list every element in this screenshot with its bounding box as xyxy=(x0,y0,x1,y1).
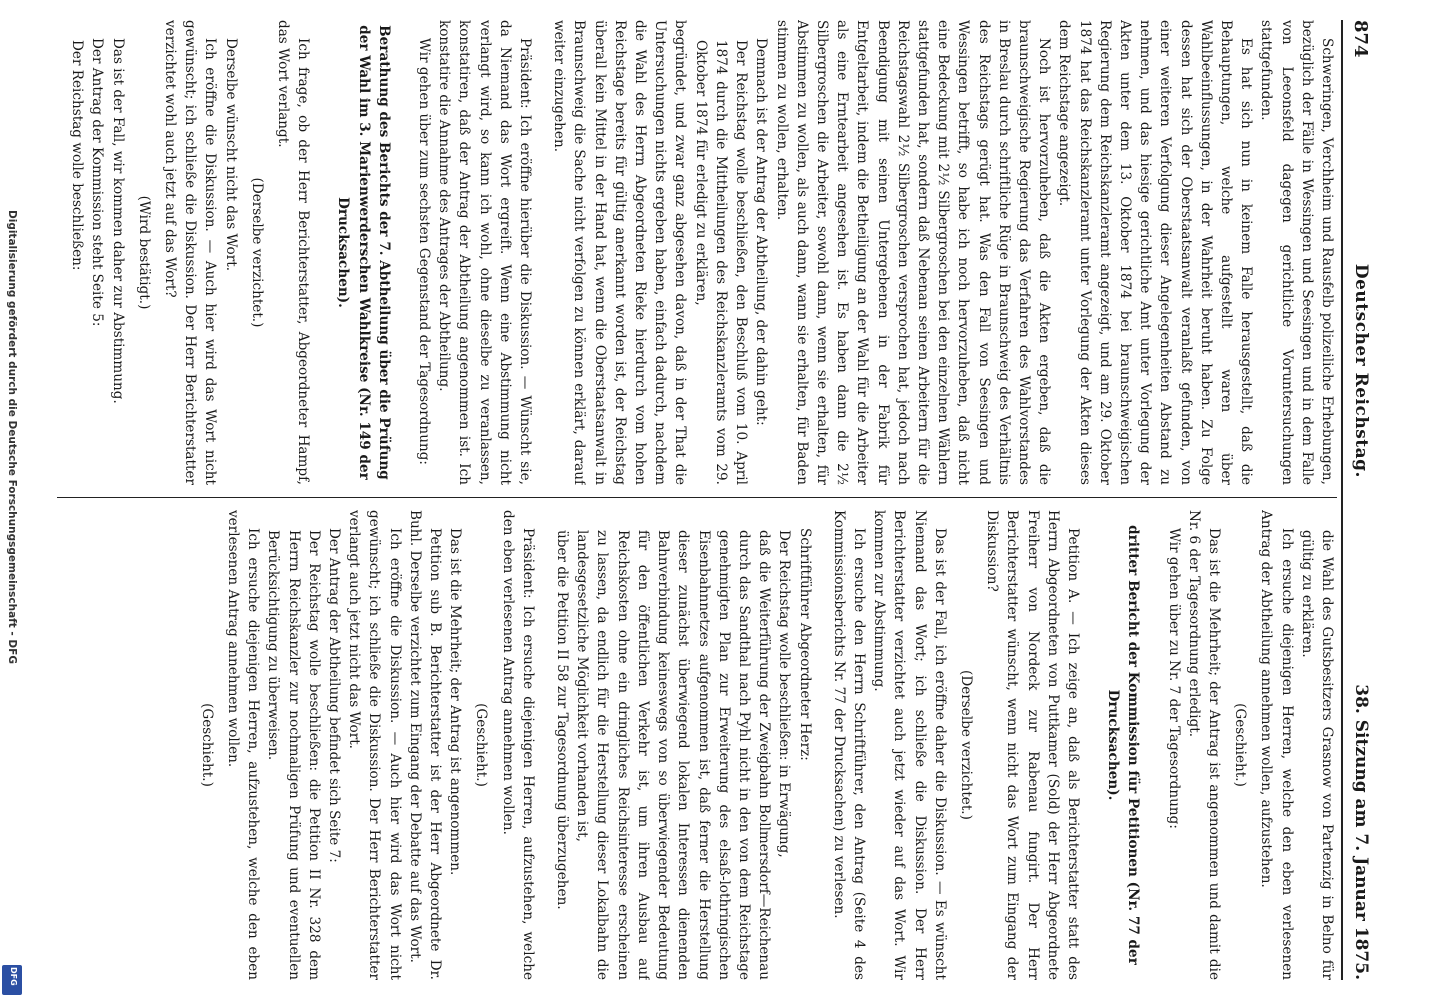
paragraph: Petition A. — Ich zeige an, daß als Berichterstatter statt des Herrn Abgeordneten von Puttkamer (Sold) der Herr Abgeordnete Freiherr von Nordeck zur Rabenau fungirt. Der Herr Berichterstatter wünscht, wenn nicht das Wort zum Eingang der Diskussion? xyxy=(984,510,1081,980)
motion-text: über die Petition II 58 zur Tagesordnung überzugehen. xyxy=(554,530,571,910)
paragraph: Der Antrag der Abtheilung befindet sich Seite 7: xyxy=(326,528,343,863)
motion-text: Der Reichstag wolle beschließen, den Beschluß vom 10. April 1874 durch die Mittheilungen des Reichskanzleramts vom 29. Oktober 1874 für erledigt zu erklären, xyxy=(692,40,750,485)
credit-text: Digitalisierung gefördert durch die Deutsche Forschungsgemeinschaft - DFG xyxy=(6,210,18,664)
page-number: 874 xyxy=(1350,20,1372,58)
column-divider xyxy=(57,497,1337,498)
motion-text: Der Reichstag wolle beschließen: die Petition II Nr. 328 dem Herrn Reichskanzler zur nochmaligen Prüfung und eventuellen Berücksichtigung zu überweisen. xyxy=(265,530,322,980)
motion-text: Der Reichstag wolle beschließen: in Erwägung, xyxy=(776,530,793,858)
paragraph: Ich eröffne die Diskussion. — Auch hier wird das Wort nicht gewünscht; ich schließe die Diskussion. Der Herr Berichterstatter verlangt auch jetzt nicht das Wort. xyxy=(346,510,403,980)
motion-text: Der Reichstag wolle beschließen: xyxy=(69,40,86,271)
paragraph: Ich eröffne die Diskussion. — Auch hier wird das Wort nicht gewünscht; ich schließe die Diskussion. Der Herr Berichterstatter verzichtet wohl auch jetzt auf das Wort? xyxy=(162,20,219,485)
spacer xyxy=(1083,510,1097,980)
paragraph: Der Antrag der Kommission steht Seite 5: xyxy=(89,38,106,327)
session-date: 38. Sitzung am 7. Januar 1875. xyxy=(1351,684,1371,980)
spacer xyxy=(1149,510,1163,980)
stage-direction: (Geschieht.) xyxy=(473,703,490,787)
motion-text: die Wahl des Gutsbesitzers Grasnow von Partenzig in Belno für gültig zu erklären. xyxy=(1298,530,1335,980)
paragraph: Ich ersuche diejenigen Herren, welche den eben verlesenen Antrag der Abtheilung annehmen wollen, aufzustehen. xyxy=(1258,510,1295,980)
dfg-logo xyxy=(2,965,22,995)
motion-text: daß die Weiterführung der Zweigbahn Bollmersdorf—Reichenau durch das Sandthal nach Pyhl nicht in den von dem Reichstage genehmigten Plan zur Erweiterung des elsaß-lothringischen Eisenbahnnetzes aufgenommen ist, daß ferner die Herstellung dieser zunächst überwiegend lokalen Interessen dienenden Bahnverbindung keineswegs von so überwiegender Bedeutung für den öffentlichen Verkehr ist, um ihren Ausbau auf Reichskosten ohne ein dringliches Reichsinteresse erscheinen zu lassen, da endlich für die Herstellung dieser Lokalbahn die landesgesetzliche Möglichkeit vorhanden ist, xyxy=(574,530,773,980)
paragraph: Derselbe wünscht nicht das Wort. xyxy=(222,38,239,272)
stage-direction: (Geschieht.) xyxy=(198,703,215,787)
spacer xyxy=(538,510,552,980)
paragraph: Das ist die Mehrheit; der Antrag ist angenommen. xyxy=(447,528,464,876)
paragraph: Es hat sich nun in keinem Falle herausgestellt, daß die Behauptungen, welche aufgestellt waren über Wahlbeeinflussungen, in der Wahrheit beruht haben. Zu Folge dessen hat sich der Oberstaatsanwalt veranlaßt gefunden, von einer weiteren Verfolgung dieser Angelegenheiten Abstand zu nehmen, und das hiesige gerichtliche Amt unter Vorlegung der Akten unter dem 13. Oktober 1874 bei braunschweigischen Regierung dem Reichskanzleramt angezeigt, und am 29. Oktober 1874 hat das Reichskanzleramt unter Vorlegung der Akten dieses dem Reichstage angezeigt. xyxy=(1056,20,1255,485)
journal-title: Deutscher Reichstag. xyxy=(1351,263,1371,478)
spacer xyxy=(815,510,829,980)
page-header xyxy=(1345,20,1377,980)
stage-direction: (Derselbe verzichtet.) xyxy=(957,670,974,820)
paragraph: Schriftführer Abgeordneter Herz: xyxy=(796,528,813,761)
spacer xyxy=(313,20,327,485)
paragraph: Petition sub B. Berichterstatter ist der Herr Abgeordnete Dr. Buhl. Derselbe verzichtet zum Eingang der Debatte auf das Wort. xyxy=(406,510,444,980)
stage-direction: (Wird bestätigt.) xyxy=(135,195,152,310)
paragraph: Wir gehen über zu Nr. 7 der Tagesordnung: xyxy=(1165,528,1182,829)
right-column xyxy=(57,510,1337,980)
paragraph: Das ist der Fall, wir kommen daher zur Abstimmung. xyxy=(109,38,126,404)
paragraph: Das ist der Fall, ich eröffne daher die Diskussion. — Es wünscht Niemand das Wort; ich schließe die Diskussion. Der Herr Berichterstatter verzichtet auch jetzt wieder auf das Wort. Wir kommen zur Abstimmung. xyxy=(871,510,948,980)
stage-direction: (Geschieht.) xyxy=(1232,703,1249,787)
paragraph: Noch ist hervorzuheben, daß die Akten ergeben, daß die braunschweigische Regierung das Verfahren des Wahlvorstandes in Breslau durch schriftliche Rüge in Braunschweig des Verhältnis des Reichstags gerügt hat. Was den Fall von Seesingen und Wessingen betrifft, so habe ich noch hervorzuheben, daß nicht eine Bedeckung mit 2½ Silbergroschen bei den einzelnen Wählern stattgefunden hat, sondern daß Nebenan seinen Arbeitern für die Reichstagswahl 2½ Silbergroschen versprochen hat, jedoch nach Beendigung mit seinen Untergebenen in der Fabrik für Entgeltarbeit, indem die Betheiligung an der Wahl für die Arbeiter als eine Erntearbeit angesehen ist. Es haben dann die 2½ Silbergroschen die Arbeiter, sowohl dann, wenn sie erhalten, für Abstimmen zu wollen, als auch dann, wann sie erhalten, für Baden stimmen zu wollen, erhalten. xyxy=(773,20,1053,485)
header-rule xyxy=(1341,20,1343,980)
spacer xyxy=(535,20,549,485)
paragraph: Schweringen, Verchheim und Rausfelb polizeiliche Erhebungen, bezüglich der Fälle in Wessingen und Seesingen und in dem Falle von Leeonsfeld dagegen gerichtliche Voruntersuchungen stattgefunden. xyxy=(1258,20,1335,485)
paragraph: Präsident: Ich ersuche diejenigen Herren, aufzustehen, welche den eben verlesenen Antrag annehmen wollen. xyxy=(499,510,536,980)
digitization-credit xyxy=(2,210,26,1000)
paragraph: Ich frage, ob der Herr Berichterstatter, Abgeordneter Hampf, das Wort verlangt. xyxy=(275,20,312,485)
rotated-document-page xyxy=(40,0,1385,1000)
stage-direction: (Derselbe verzichtet.) xyxy=(248,177,265,328)
agenda-heading: Berathung des Berichts der 7. Abtheilung über die Prüfung der Wahl im 3. Marienwerderschen Wahlkreise (Nr. 149 der Drucksachen). xyxy=(335,25,392,480)
paragraph: Wir gehen über zum sechsten Gegenstand der Tagesordnung: xyxy=(416,38,433,465)
paragraph: Das ist die Mehrheit; der Antrag ist angenommen und damit die Nr. 6 der Tagesordnung erledigt. xyxy=(1185,510,1222,980)
paragraph: Präsident: Ich eröffne hierüber die Diskussion. — Wünscht sie, da Niemand das Wort ergreift. Wenn eine Abstimmung nicht verlangt wird, so kann ich wohl, ohne dieselbe zu veranlassen, konstatiren, daß der Antrag der Abtheilung angenommen ist. Ich konstatire die Annahme des Antrages der Abtheilung. xyxy=(436,20,534,485)
agenda-heading: dritter Bericht der Kommission für Petitionen (Nr. 77 der Drucksachen). xyxy=(1105,525,1142,965)
paragraph: begründet, und zwar ganz abgesehen davon, daß in der That die Untersuchungen nichts ergeben haben, einfach dadurch, nachdem die Wahl des Herrn Abgeordneten Rieke hierdurch vom hohen Reichstage bereits für gültig anerkannt worden ist, der Reichstag überall kein Mittel in der Hand hat, wenn die Oberstaatsanwalt in Braunschweig die Sache nicht verfolgen zu können erklärt, darauf weiter einzugehen. xyxy=(551,20,689,485)
paragraph: Demnach ist der Antrag der Abtheilung, der dahin geht: xyxy=(753,38,770,426)
dfg-logo-text: DFG xyxy=(9,967,18,986)
paragraph: Ich ersuche den Herrn Schriftführer, den Antrag (Seite 4 des Kommissionsberichts Nr. 77 der Drucksachen) zu verlesen. xyxy=(830,510,867,980)
spacer xyxy=(400,20,414,485)
left-column xyxy=(57,20,1337,485)
paragraph: Ich ersuche diejenigen Herren, aufzustehen, welche den eben verlesenen Antrag annehmen wollen. xyxy=(225,510,262,980)
